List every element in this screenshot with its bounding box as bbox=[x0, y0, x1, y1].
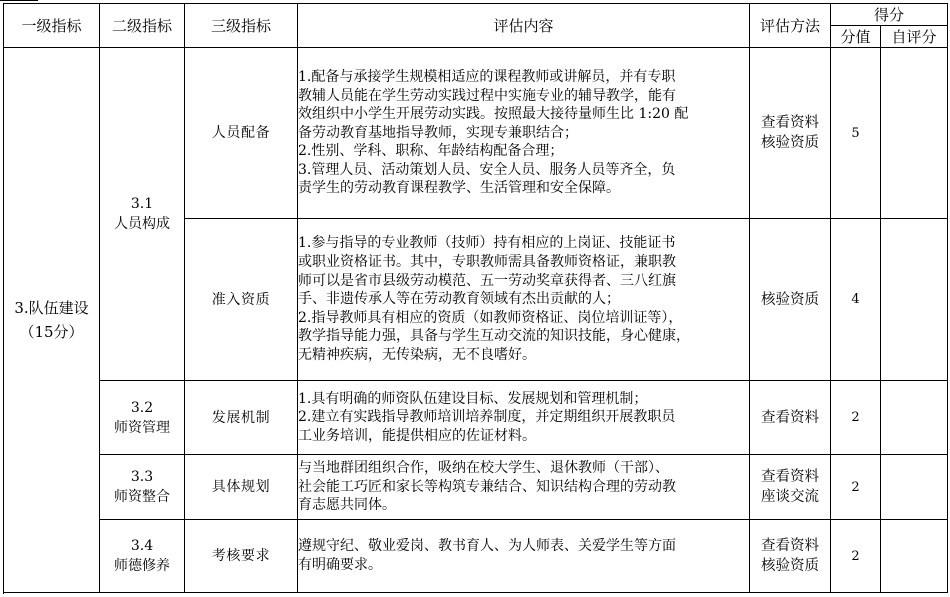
content-line: 效组织中小学生开展劳动实践。按照最大接待量师生比 1:20 配 bbox=[298, 106, 689, 123]
header-row-1 bbox=[4, 4, 948, 26]
level2-cell bbox=[100, 455, 185, 520]
content-cell bbox=[298, 381, 750, 455]
content-cell bbox=[298, 455, 750, 520]
score-value-cell: 4 bbox=[831, 219, 881, 381]
level1-points: （15分） bbox=[19, 323, 84, 341]
self-score-cell[interactable] bbox=[881, 520, 948, 593]
method-line: 核验资质 bbox=[761, 558, 819, 574]
header-level3: 三级指标 bbox=[185, 4, 298, 48]
method-line: 查看资料 bbox=[761, 469, 819, 485]
level2-code: 3.1 bbox=[130, 196, 154, 212]
level2-code: 3.3 bbox=[130, 469, 154, 485]
content-line: 遵规守纪、敬业爱岗、教书育人、为人师表、关爱学生等方面 bbox=[298, 538, 676, 555]
method-cell bbox=[750, 455, 831, 520]
content-line: 与当地群团组织合作，吸纳在校大学生、退休教师（干部）、 bbox=[298, 460, 669, 477]
content-cell bbox=[298, 520, 750, 593]
self-score-cell[interactable] bbox=[881, 455, 948, 520]
level3-cell: 考核要求 bbox=[185, 520, 298, 593]
content-line: 育志愿共同体。 bbox=[298, 497, 396, 514]
header-level1: 一级指标 bbox=[4, 4, 100, 48]
level2-cell bbox=[100, 381, 185, 455]
content-line: 2.性别、学科、职称、年龄结构配备合理； bbox=[298, 143, 564, 160]
level3-cell: 发展机制 bbox=[185, 381, 298, 455]
self-score-cell[interactable] bbox=[881, 219, 948, 381]
content-line: 责学生的劳动教育课程教学、生活管理和安全保障。 bbox=[298, 180, 620, 197]
self-score-cell[interactable] bbox=[881, 381, 948, 455]
level2-cell bbox=[100, 48, 185, 381]
content-line: 社会能工巧匠和家长等构筑专兼结合、知识结构合理的劳动教 bbox=[298, 478, 676, 495]
method-line: 核验资质 bbox=[761, 135, 819, 151]
level1-title: 3.队伍建设 bbox=[14, 299, 89, 317]
level2-name: 师资管理 bbox=[114, 419, 170, 436]
table-row bbox=[4, 520, 948, 593]
table-row bbox=[4, 381, 948, 455]
header-self-score: 自评分 bbox=[881, 26, 948, 48]
content-line: 2.指导教师具有相应的资质（如教师资格证、岗位培训证等）， bbox=[298, 309, 683, 326]
content-line: 3.管理人员、活动策划人员、安全人员、服务人员等齐全，负 bbox=[298, 161, 676, 178]
score-value-cell: 2 bbox=[831, 381, 881, 455]
header-score: 得分 bbox=[831, 4, 948, 26]
content-line: 手、非遗传承人等在劳动教育领域有杰出贡献的人； bbox=[298, 291, 620, 308]
content-line: 师可以是省市县级劳动模范、五一劳动奖章获得者、三八红旗 bbox=[298, 272, 676, 289]
content-cell bbox=[298, 219, 750, 381]
score-value-cell: 2 bbox=[831, 520, 881, 593]
level2-code: 3.2 bbox=[130, 399, 154, 416]
method-line: 查看资料 bbox=[761, 409, 819, 426]
self-score-cell[interactable] bbox=[881, 48, 948, 219]
method-cell bbox=[750, 219, 831, 381]
content-line: 备劳动教育基地指导教师，实现专兼职结合； bbox=[298, 124, 578, 141]
method-cell bbox=[750, 48, 831, 219]
level2-code: 3.4 bbox=[130, 538, 154, 554]
content-line: 2.建立有实践指导教师培训培养制度，并定期组织开展教职员 bbox=[298, 409, 676, 426]
evaluation-table bbox=[3, 3, 948, 593]
content-line: 工业务培训，能提供相应的佐证材料。 bbox=[298, 427, 536, 444]
level3-cell: 具体规划 bbox=[185, 455, 298, 520]
level3-cell: 人员配备 bbox=[185, 48, 298, 219]
header-score-value: 分值 bbox=[831, 26, 881, 48]
method-line: 查看资料 bbox=[761, 538, 819, 554]
level2-name: 人员构成 bbox=[114, 216, 170, 232]
table-row bbox=[4, 48, 948, 219]
content-line: 1.参与指导的专业教师（技师）持有相应的上岗证、技能证书 bbox=[298, 235, 676, 252]
header-level2: 二级指标 bbox=[100, 4, 185, 48]
method-line: 查看资料 bbox=[761, 115, 819, 131]
level2-name: 师资整合 bbox=[114, 489, 170, 505]
content-cell bbox=[298, 48, 750, 219]
level3-cell: 准入资质 bbox=[185, 219, 298, 381]
header-content: 评估内容 bbox=[298, 4, 750, 48]
level2-name: 师德修养 bbox=[114, 558, 170, 574]
content-line: 或职业资格证书。其中，专职教师需具备教师资格证，兼职教 bbox=[298, 254, 676, 271]
method-line: 核验资质 bbox=[761, 291, 819, 308]
content-line: 教学指导能力强，具备与学生互动交流的知识技能，身心健康， bbox=[298, 328, 690, 345]
score-value-cell: 2 bbox=[831, 455, 881, 520]
method-line: 座谈交流 bbox=[761, 489, 819, 505]
method-cell bbox=[750, 381, 831, 455]
content-line: 1.具有明确的师资队伍建设目标、发展规划和管理机制； bbox=[298, 390, 648, 407]
content-line: 1.配备与承接学生规模相适应的课程教师或讲解员，并有专职 bbox=[298, 68, 676, 85]
content-line: 有明确要求。 bbox=[298, 557, 382, 573]
table-row bbox=[4, 455, 948, 520]
level2-cell bbox=[100, 520, 185, 593]
header-method: 评估方法 bbox=[750, 4, 831, 48]
level1-cell bbox=[4, 48, 100, 593]
content-line: 教辅人员能在学生劳动实践过程中实施专业的辅导教学，能有 bbox=[298, 87, 676, 104]
score-value-cell: 5 bbox=[831, 48, 881, 219]
content-line: 无精神疾病，无传染病，无不良嗜好。 bbox=[298, 346, 536, 363]
method-cell bbox=[750, 520, 831, 593]
